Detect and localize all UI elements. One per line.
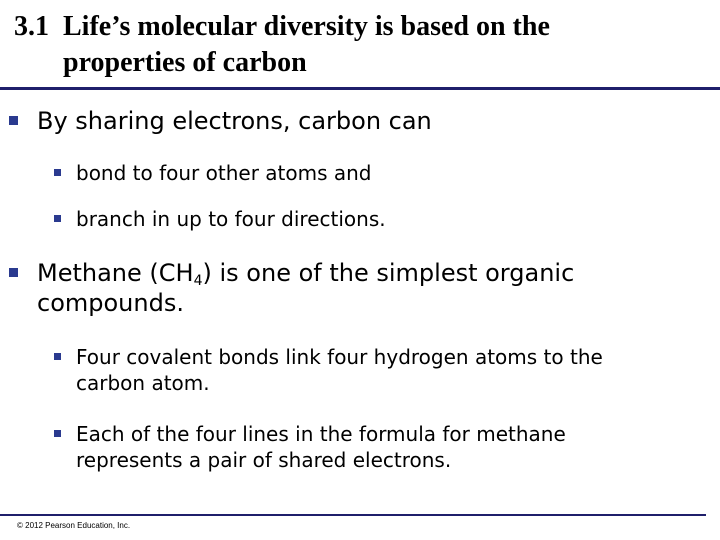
bullet-text-line-1: Methane $(CH_4)$ is one of the simplest organic xyxy=(37,259,575,289)
copyright-footer: © 2012 Pearson Education, Inc. xyxy=(17,521,131,530)
square-bullet-icon xyxy=(54,353,61,360)
subscript-4: 4 xyxy=(193,273,203,289)
bullet-sharing-electrons xyxy=(37,106,432,136)
sub-bullet-covalent-bonds xyxy=(76,344,696,396)
bullet-text-line-2: represents a pair of shared electrons. xyxy=(76,448,452,472)
title-divider xyxy=(0,87,720,90)
title-number: 3.1 xyxy=(14,11,49,42)
title-line-2: properties of carbon xyxy=(63,47,307,78)
bullet-text: bond to four other atoms and xyxy=(76,161,372,185)
bullet-text-line-2: compounds. xyxy=(37,289,184,317)
sub-bullet-bond xyxy=(76,160,372,186)
bullet-text: branch in up to four directions. xyxy=(76,207,386,231)
bullet-text: By sharing electrons, carbon can xyxy=(37,107,432,135)
bullet-methane xyxy=(37,258,677,318)
bullet-text-line-2: carbon atom. xyxy=(76,371,210,395)
square-bullet-icon xyxy=(9,268,18,277)
bullet-text-line-1: Each of the four lines in the formula for methane xyxy=(76,422,566,446)
square-bullet-icon xyxy=(54,215,61,222)
square-bullet-icon xyxy=(9,116,18,125)
bullet-text-line-1: Four covalent bonds link four hydrogen atoms to the xyxy=(76,345,603,369)
square-bullet-icon xyxy=(54,169,61,176)
sub-bullet-formula-lines xyxy=(76,421,696,473)
footer-divider xyxy=(0,514,706,516)
square-bullet-icon xyxy=(54,430,61,437)
title-line-1: Life’s molecular diversity is based on the xyxy=(63,11,550,42)
sub-bullet-branch xyxy=(76,206,386,232)
